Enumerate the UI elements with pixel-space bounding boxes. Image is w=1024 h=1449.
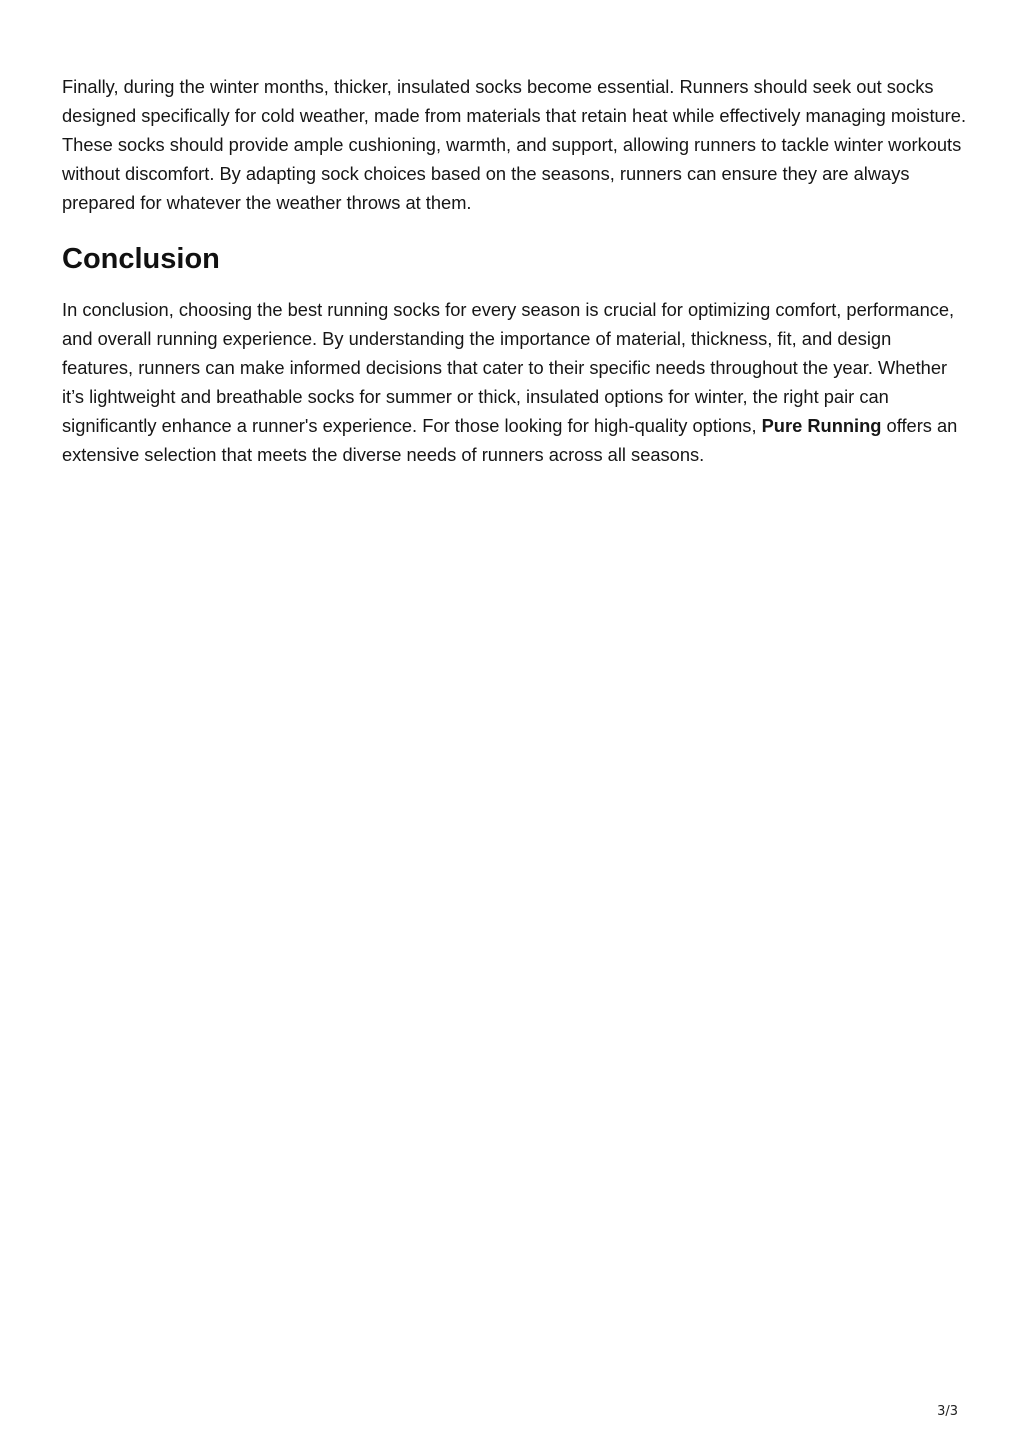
- brand-name: Pure Running: [761, 415, 882, 436]
- conclusion-heading: Conclusion: [62, 243, 220, 275]
- conclusion-text-after: offers an extensive selection that meets the diverse needs of runners across all seasons.: [62, 415, 958, 465]
- winter-paragraph: Finally, during the winter months, thicker, insulated socks become essential. Runners should seek out socks designed specifically for cold weather, made from materials that retain heat while effectively managing moisture. These socks should provide ample cushioning, warmth, and support, allowing runners to tackle winter workouts without discomfort. By adapting sock choices based on the seasons, runners can ensure they are always prepared for whatever the weather throws at them.: [62, 76, 967, 213]
- conclusion-text-before: In conclusion, choosing the best running socks for every season is crucial for optimizing comfort, performance, and overall running experience. By understanding the importance of material, thickness, fit, and design features, runners can make informed decisions that cater to their specific needs throughout the year. Whether it’s lightweight and breathable socks for summer or thick, insulated options for winter, the right pair can significantly enhance a runner's experience. For those looking for high-quality options,: [62, 299, 955, 436]
- page-number: 3/3: [937, 1404, 958, 1419]
- document-page: [62, 72, 967, 469]
- conclusion-paragraph: [62, 295, 967, 469]
